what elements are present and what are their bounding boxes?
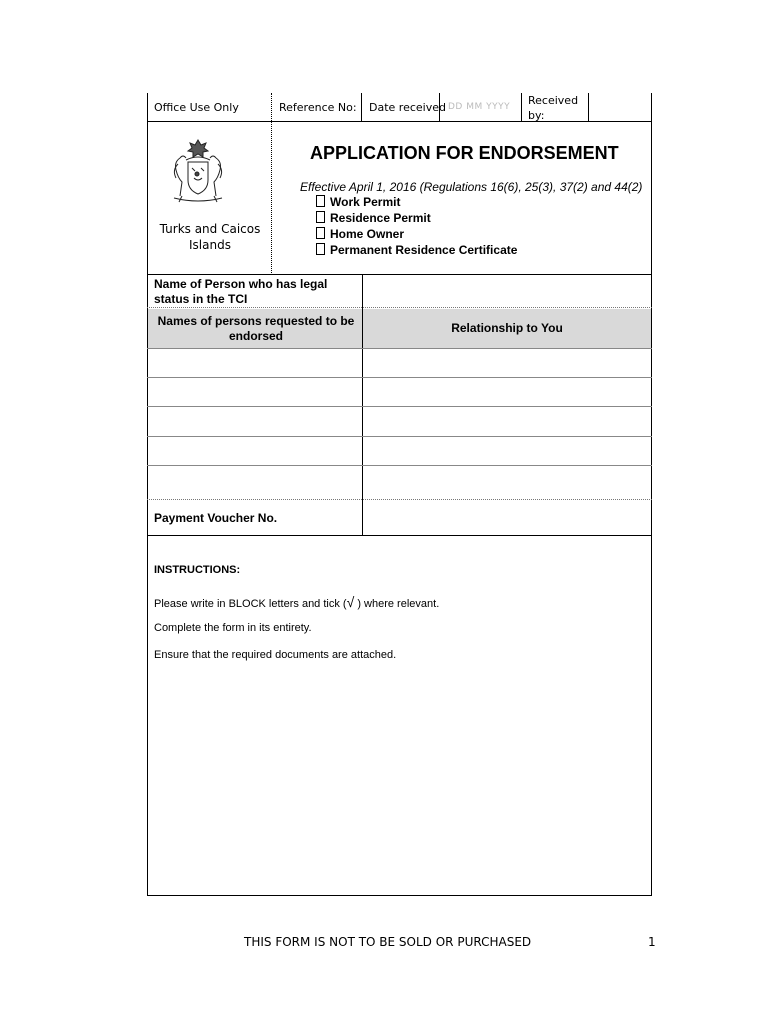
relationship-field[interactable] [363,466,650,499]
option-work-permit[interactable]: Work Permit [316,195,400,209]
header-divider-1 [361,93,362,121]
instruction-attach-documents: Ensure that the required documents are attached. [154,649,397,661]
date-received-field[interactable]: DD MM YYYY [448,102,511,112]
person-name-field[interactable] [148,407,361,436]
table-top-border [147,274,652,275]
relationship-field[interactable] [363,407,650,436]
option-residence-permit[interactable]: Residence Permit [316,211,431,225]
home-owner-checkbox[interactable] [316,227,325,239]
relationship-field[interactable] [363,437,650,465]
person-name-field[interactable] [148,437,361,465]
footer-notice: THIS FORM IS NOT TO BE SOLD OR PURCHASED [244,935,532,949]
reference-no-label: Reference No: [279,101,357,114]
frame-right-border [651,93,652,896]
relationship-column-header: Relationship to You [451,321,563,335]
form-title: APPLICATION FOR ENDORSEMENT [310,143,619,163]
person-name-field[interactable] [148,349,361,377]
permanent-residence-checkbox[interactable] [316,243,325,255]
effective-date-note: Effective April 1, 2016 (Regulations 16(6), 25(3), 37(2) and 44(2) [300,180,643,194]
row-divider [147,499,652,500]
received-by-label: Received by: [528,94,579,122]
page-number: 1 [648,935,656,949]
work-permit-checkbox[interactable] [316,195,325,207]
legal-status-label: Name of Person who has legal status in the TCI [154,277,328,306]
payment-voucher-field[interactable] [364,501,650,535]
instructions-heading: INSTRUCTIONS: [154,564,241,576]
crest-caption: Turks and Caicos Islands [159,222,261,252]
person-name-field[interactable] [148,466,361,499]
table-bottom-border [147,535,652,536]
header-divider-3 [521,93,522,121]
tick-symbol: √ [346,594,355,610]
row-divider [147,307,652,308]
frame-bottom-border [147,895,652,896]
instruction-complete-form: Complete the form in its entirety. [154,622,312,634]
option-home-owner[interactable]: Home Owner [316,227,404,241]
instruction-block-letters: Please write in BLOCK letters and tick (√ ) where relevant. [154,594,440,610]
office-use-label: Office Use Only [154,101,239,114]
crest-column-divider [271,93,273,275]
date-received-label: Date received [369,101,446,114]
header-divider-4 [588,93,589,121]
residence-permit-checkbox[interactable] [316,211,325,223]
legal-status-field[interactable] [364,276,650,307]
received-by-field[interactable] [590,95,648,119]
option-permanent-residence-certificate[interactable]: Permanent Residence Certificate [316,243,517,257]
relationship-field[interactable] [363,349,650,377]
relationship-field[interactable] [363,378,650,406]
persons-column-header: Names of persons requested to be endorsed [157,314,355,343]
coat-of-arms-icon [168,136,228,204]
payment-voucher-label: Payment Voucher No. [154,511,278,525]
person-name-field[interactable] [148,378,361,406]
